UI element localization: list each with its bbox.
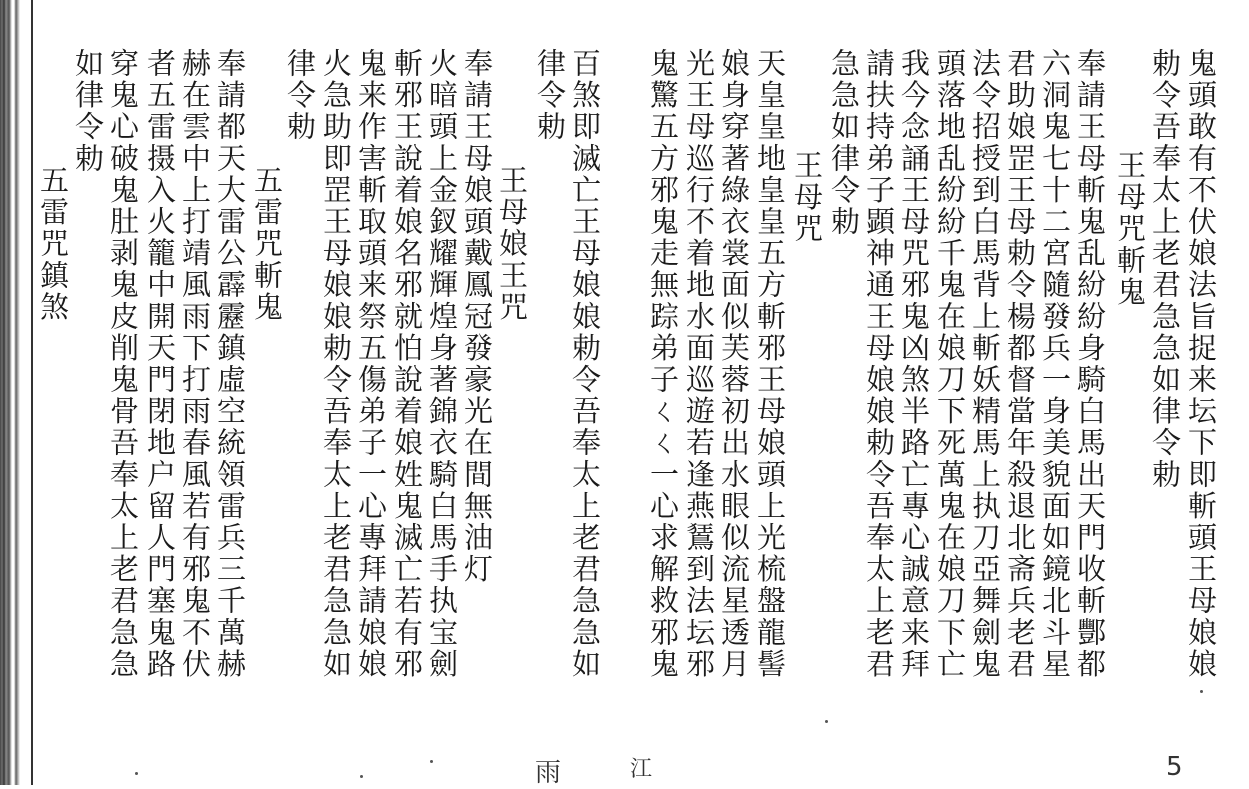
manuscript-column: 光王母巡行不着地水面巡遊若逢燕鵟到法坛邪 (682, 48, 716, 680)
manuscript-column: 君助娘罡王母勅令楊都督當年殺退北斋兵老君 (1003, 48, 1037, 680)
manuscript-column: 奉請都天大雷公霹靂鎮虛空統領雷兵三千萬赫 (213, 48, 247, 680)
manuscript-column: 如律令勅 (71, 48, 105, 175)
manuscript-column: 我今念誦王母咒邪鬼凶煞半路亡專心誠意来拜 (897, 48, 931, 680)
manuscript-column: 王母娘王咒 (495, 165, 529, 323)
manuscript-column: 斬邪王說着娘名邪就怕說着娘姓鬼滅亡若有邪 (390, 48, 424, 680)
manuscript-column: 請扶持弟子顕神通王母娘娘勅令吾奉太上老君 (862, 48, 896, 680)
manuscript-column: 鬼頭敢有不伏娘法旨捉来坛下即斬頭王母娘娘 (1184, 48, 1218, 680)
manuscript-column: 鬼来作害斬取頭来祭五傷弟子一心專拜請娘娘 (354, 48, 388, 680)
book-binding-edge (0, 0, 30, 785)
manuscript-column: 鬼驚五方邪鬼走無踪弟子ㄑㄑ一心求解救邪鬼 (646, 48, 680, 680)
manuscript-column: 頭落地乱紛紛千鬼在娘刀下死萬鬼在娘刀下亡 (933, 48, 967, 680)
bottom-mark-left: 雨 (535, 758, 562, 788)
manuscript-column: 六洞鬼七十二宮隨發兵一身美貌面如鏡北斗星 (1038, 48, 1072, 680)
manuscript-column: 法令招授到白馬背上斬妖精馬上执刀亞舞劍鬼 (968, 48, 1002, 680)
manuscript-column: 五雷咒鎮煞 (36, 165, 70, 323)
binding-line (31, 0, 33, 785)
manuscript-column: 娘身穿著綠衣裳面似芙蓉初出水眼似流星透月 (717, 48, 751, 680)
manuscript-column: 律令勅 (283, 48, 317, 143)
manuscript-column: 王母咒 (790, 150, 824, 245)
manuscript-column: 急急如律令勅 (827, 48, 861, 238)
manuscript-column: 五雷咒斬鬼 (250, 165, 284, 323)
manuscript-column: 奉請王母娘頭戴鳳冠發豪光在間無油灯 (460, 48, 494, 586)
manuscript-column: 火暗頭上金釵耀輝煌身著錦衣騎白馬手执宝劍 (425, 48, 459, 680)
manuscript-column: 奉請王母斬鬼乱紛紛身騎白馬出天門收斬酆都 (1073, 48, 1107, 680)
manuscript-column: 天皇皇地皇皇五方斬邪王母娘頭上光梳盤龍髻 (753, 48, 787, 680)
manuscript-column: 者五雷摄入火籠中開天門閉地户留人門塞鬼路 (143, 48, 177, 680)
manuscript-column: 王母咒斬鬼 (1113, 150, 1147, 308)
manuscript-column: 百煞即滅亡王母娘娘勅令吾奉太上老君急急如 (568, 48, 602, 680)
manuscript-column: 勅令吾奉太上老君急急如律令勅 (1148, 48, 1182, 491)
manuscript-column: 火急助即罡王母娘娘勅令吾奉太上老君急急如 (319, 48, 353, 680)
bottom-mark-right: 江 (630, 757, 653, 782)
manuscript-column: 穿鬼心破鬼肚剥鬼皮削鬼骨吾奉太上老君急急 (106, 48, 140, 680)
manuscript-column: 赫在雲中上打靖風雨下打雨春風若有邪鬼不伏 (178, 48, 212, 680)
manuscript-column: 律令勅 (533, 48, 567, 143)
page-number: 5 (1166, 752, 1183, 782)
